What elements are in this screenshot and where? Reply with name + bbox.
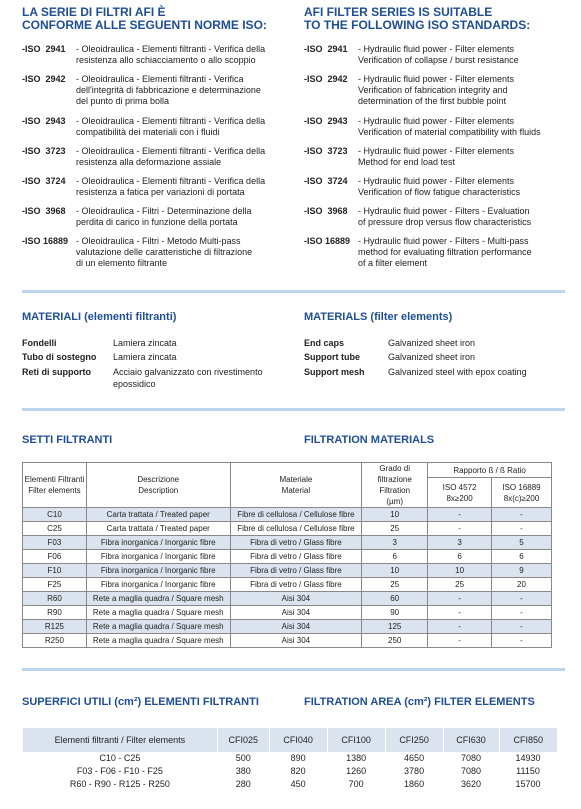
- iso-code: -ISO 3724: [304, 176, 348, 186]
- table-cell: 280: [235, 779, 251, 789]
- table-cell: F03 - F06 - F10 - F25: [76, 766, 163, 776]
- table-cell: Rete a maglia quadra / Square mesh: [86, 606, 230, 620]
- table-cell: 6: [428, 550, 492, 564]
- table-cell: 3620: [461, 779, 482, 789]
- iso-code: -ISO 2942: [22, 74, 66, 84]
- table-cell: 14930: [515, 753, 541, 763]
- table-cell: 60: [362, 592, 428, 606]
- header-en-line1: AFI FILTER SERIES IS SUITABLE: [304, 5, 493, 19]
- table-header-cell: CFI250: [385, 728, 443, 752]
- table-row: [23, 620, 552, 634]
- table-header-cell: CFI040: [269, 728, 327, 752]
- iso-code: -ISO 3968: [304, 206, 348, 216]
- col-header-grade-it: Grado di filtrazione: [377, 464, 412, 484]
- iso-description: - Hydraulic fluid power - Filters - Multi-pass method for evaluating filtration performance of a filter element: [358, 236, 532, 268]
- table-cell: 5: [492, 536, 552, 550]
- material-label: Support tube: [304, 352, 360, 362]
- iso-description: - Oleoidraulica - Filtri - Metodo Multi-pass valutazione delle caratteristiche di filtrazione di un elemento filtrante: [76, 236, 253, 268]
- iso-code: -ISO 16889: [22, 236, 69, 246]
- table-cell: -: [428, 508, 492, 522]
- table-row: [23, 578, 552, 592]
- table-cell: -: [492, 508, 552, 522]
- divider: [22, 290, 565, 293]
- table-cell: Fibra di vetro / Glass fibre: [230, 550, 362, 564]
- iso-code: -ISO 3723: [304, 146, 348, 156]
- iso-description: - Oleoidraulica - Elementi filtranti - Verifica della resistenza a fatica per variazioni di portata: [76, 176, 266, 197]
- table-cell: Aisi 304: [230, 620, 362, 634]
- table-row: [23, 606, 552, 620]
- table-cell: R250: [23, 634, 87, 648]
- iso-code: -ISO 2941: [22, 44, 66, 54]
- table-row: [23, 536, 552, 550]
- table-cell: -: [492, 522, 552, 536]
- table-header-cell: CFI025: [217, 728, 269, 752]
- table-cell: Carta trattata / Treated paper: [86, 508, 230, 522]
- col-header-grade-en: Filtration: [379, 486, 411, 495]
- iso-code: -ISO 3724: [22, 176, 66, 186]
- table-cell: 90: [362, 606, 428, 620]
- iso-code: -ISO 16889: [304, 236, 351, 246]
- materials-title-it: MATERIALI (elementi filtranti): [22, 311, 177, 323]
- table-cell: C25: [23, 522, 87, 536]
- iso-description: - Hydraulic fluid power - Filter elements Method for end load test: [358, 146, 515, 167]
- filtration-table: [22, 462, 552, 648]
- divider: [22, 408, 565, 411]
- table-cell: 9: [492, 564, 552, 578]
- header-it-line1: LA SERIE DI FILTRI AFI È: [22, 5, 166, 19]
- area-table: [22, 728, 557, 791]
- col-header-description: [86, 463, 230, 508]
- table-row: [23, 508, 552, 522]
- header-it: [22, 6, 267, 32]
- col-header-grade: [362, 463, 428, 508]
- table-cell: Aisi 304: [230, 634, 362, 648]
- table-cell: F25: [23, 578, 87, 592]
- iso-description: - Hydraulic fluid power - Filters - Evaluation of pressure drop versus flow characteristics: [358, 206, 532, 227]
- material-label: Tubo di sostegno: [22, 352, 97, 362]
- table-cell: 1380: [346, 753, 367, 763]
- col-header-iso16889: [492, 478, 552, 508]
- col-header-iso4572: [428, 478, 492, 508]
- material-label: Reti di supporto: [22, 367, 91, 377]
- table-cell: -: [428, 606, 492, 620]
- material-value: Acciaio galvanizzato con rivestimento epossidico: [113, 367, 263, 389]
- table-cell: 500: [235, 753, 251, 763]
- area-title-it: SUPERFICI UTILI (cm²) ELEMENTI FILTRANTI: [22, 696, 259, 708]
- material-value: Galvanized sheet iron: [388, 338, 476, 348]
- header-en: [304, 6, 530, 32]
- table-cell: Fibra inorganica / Inorganic fibre: [86, 550, 230, 564]
- table-header-cell: CFI850: [499, 728, 557, 752]
- table-cell: 15700: [515, 779, 541, 789]
- iso-code: -ISO 2943: [22, 116, 66, 126]
- table-row: [23, 550, 552, 564]
- col-header-material-en: Material: [281, 486, 311, 495]
- iso-code: -ISO 2943: [304, 116, 348, 126]
- table-cell: R60: [23, 592, 87, 606]
- table-header-cell: CFI630: [443, 728, 499, 752]
- table-cell: 25: [428, 578, 492, 592]
- table-cell: F03: [23, 536, 87, 550]
- header-it-line2: CONFORME ALLE SEGUENTI NORME ISO:: [22, 18, 267, 32]
- iso-description: - Hydraulic fluid power - Filter elements Verification of flow fatigue characteristics: [358, 176, 521, 197]
- table-row: [23, 778, 558, 791]
- iso-description: - Oleoidraulica - Filtri - Determinazione della perdita di carico in funzione della portata: [76, 206, 252, 227]
- table-cell: 25: [362, 522, 428, 536]
- iso-description: - Oleoidraulica - Elementi filtranti - Verifica dell'integrità di fabbricazione e determinazione del punto di prima bolla: [76, 74, 261, 106]
- table-cell: 1260: [346, 766, 367, 776]
- table-cell: 250: [362, 634, 428, 648]
- filtration-title-en: FILTRATION MATERIALS: [304, 434, 435, 446]
- table-row: [23, 765, 558, 778]
- table-row: [23, 752, 558, 765]
- col-header-material: [230, 463, 362, 508]
- table-cell: Fibra inorganica / Inorganic fibre: [86, 578, 230, 592]
- iso4572-label: ISO 4572: [442, 482, 477, 492]
- table-cell: 4650: [404, 753, 425, 763]
- table-cell: F06: [23, 550, 87, 564]
- table-cell: C10: [23, 508, 87, 522]
- iso-description: - Oleoidraulica - Elementi filtranti - Verifica della resistenza alla deformazione assiale: [76, 146, 266, 167]
- area-title-en: FILTRATION AREA (cm²) FILTER ELEMENTS: [304, 696, 535, 708]
- material-label: Fondelli: [22, 338, 57, 348]
- table-row: [23, 564, 552, 578]
- table-cell: 450: [290, 779, 306, 789]
- table-cell: Fibra di vetro / Glass fibre: [230, 578, 362, 592]
- header-en-line2: TO THE FOLLOWING ISO STANDARDS:: [304, 18, 531, 32]
- iso-code: -ISO 2941: [304, 44, 348, 54]
- col-header-ratio: Rapporto ß / ß Ratio: [428, 463, 552, 478]
- table-cell: -: [428, 634, 492, 648]
- table-cell: 11150: [516, 766, 540, 776]
- material-value: Lamiera zincata: [113, 352, 177, 362]
- table-cell: C10 - C25: [99, 753, 141, 763]
- iso-description: - Hydraulic fluid power - Filter elements Verification of material compatibility with fluids: [358, 116, 541, 137]
- table-cell: R125: [23, 620, 87, 634]
- table-cell: 7080: [461, 753, 482, 763]
- iso-description: - Hydraulic fluid power - Filter elements Verification of collapse / burst resistance: [358, 44, 519, 65]
- col-header-elements-it: Elementi Filtranti: [24, 475, 85, 484]
- table-cell: Rete a maglia quadra / Square mesh: [86, 592, 230, 606]
- table-cell: F10: [23, 564, 87, 578]
- table-cell: Fibre di cellulosa / Cellulose fibre: [230, 522, 362, 536]
- material-label: Support mesh: [304, 367, 365, 377]
- table-cell: 380: [235, 766, 251, 776]
- table-cell: Aisi 304: [230, 592, 362, 606]
- table-cell: Fibre di cellulosa / Cellulose fibre: [230, 508, 362, 522]
- table-cell: 25: [362, 578, 428, 592]
- table-cell: -: [428, 592, 492, 606]
- table-cell: Rete a maglia quadra / Square mesh: [86, 634, 230, 648]
- iso4572-ratio: 8x≥200: [446, 493, 473, 503]
- table-cell: Fibra di vetro / Glass fibre: [230, 564, 362, 578]
- material-value: Lamiera zincata: [113, 338, 177, 348]
- table-cell: 890: [290, 753, 306, 763]
- material-value: Galvanized steel with epox coating: [388, 367, 527, 377]
- iso-description: - Oleoidraulica - Elementi filtranti - Verifica della compatibilità dei materiali con i fluidi: [76, 116, 266, 137]
- table-header-cell: Elementi filtranti / Filter elements: [23, 728, 218, 752]
- material-value: Galvanized sheet iron: [388, 352, 476, 362]
- table-cell: 6: [492, 550, 552, 564]
- table-cell: Rete a maglia quadra / Square mesh: [86, 620, 230, 634]
- table-cell: Fibra inorganica / Inorganic fibre: [86, 536, 230, 550]
- table-cell: 700: [348, 779, 364, 789]
- table-cell: Aisi 304: [230, 606, 362, 620]
- table-row: [23, 592, 552, 606]
- iso-description: - Hydraulic fluid power - Filter elements Verification of fabrication integrity and determination of the first bubble point: [358, 74, 515, 106]
- table-cell: Fibra inorganica / Inorganic fibre: [86, 564, 230, 578]
- table-cell: 10: [362, 564, 428, 578]
- table-cell: -: [492, 634, 552, 648]
- iso16889-ratio: 8x(c)≥200: [503, 493, 540, 503]
- col-header-material-it: Materiale: [279, 475, 313, 484]
- col-header-elements-en: Filter elements: [28, 486, 81, 495]
- table-cell: 3: [428, 536, 492, 550]
- iso-code: -ISO 3723: [22, 146, 66, 156]
- table-cell: 125: [362, 620, 428, 634]
- table-cell: 20: [492, 578, 552, 592]
- table-cell: 3: [362, 536, 428, 550]
- materials-title-en: MATERIALS (filter elements): [304, 311, 453, 323]
- iso-code: -ISO 3968: [22, 206, 66, 216]
- table-cell: -: [492, 620, 552, 634]
- table-cell: R60 - R90 - R125 - R250: [69, 779, 170, 789]
- iso-description: - Oleoidraulica - Elementi filtranti - Verifica della resistenza allo schiacciamento o allo scoppio: [76, 44, 266, 65]
- table-cell: -: [492, 606, 552, 620]
- table-row: [23, 634, 552, 648]
- divider: [22, 668, 565, 671]
- table-cell: -: [492, 592, 552, 606]
- iso-code: -ISO 2942: [304, 74, 348, 84]
- filtration-title-it: SETTI FILTRANTI: [22, 434, 113, 446]
- col-header-elements: [23, 463, 87, 508]
- col-header-description-it: Descrizione: [137, 475, 180, 484]
- table-cell: 6: [362, 550, 428, 564]
- table-cell: Carta trattata / Treated paper: [86, 522, 230, 536]
- table-cell: 10: [428, 564, 492, 578]
- table-cell: Fibra di vetro / Glass fibre: [230, 536, 362, 550]
- col-header-description-en: Description: [138, 486, 179, 495]
- col-header-grade-unit: (µm): [386, 497, 403, 506]
- table-cell: R90: [23, 606, 87, 620]
- table-cell: 820: [290, 766, 306, 776]
- table-cell: 10: [362, 508, 428, 522]
- material-label: End caps: [304, 338, 345, 348]
- table-cell: 3780: [404, 766, 425, 776]
- table-cell: 7080: [461, 766, 482, 776]
- iso16889-label: ISO 16889: [502, 482, 541, 492]
- table-cell: 1860: [404, 779, 425, 789]
- table-cell: -: [428, 522, 492, 536]
- table-cell: -: [428, 620, 492, 634]
- table-row: [23, 522, 552, 536]
- table-header-cell: CFI100: [327, 728, 385, 752]
